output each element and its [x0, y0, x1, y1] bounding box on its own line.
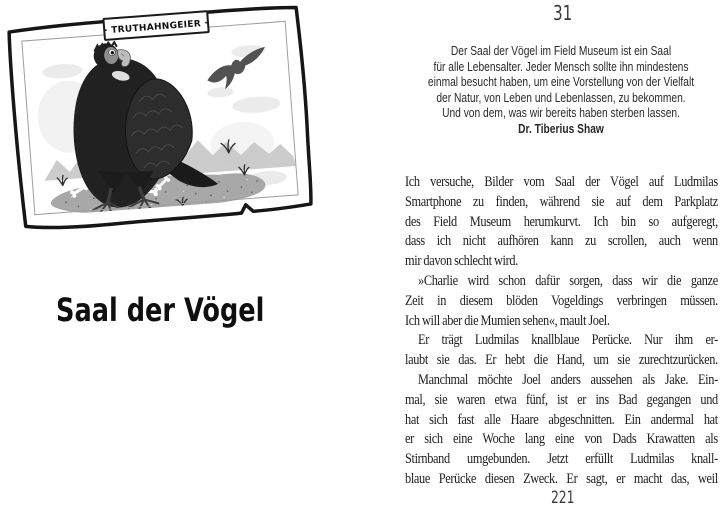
species-label-text: · TRUTHAHNGEIER · [103, 18, 209, 37]
chapter-title-text: Saal der Vögel [55, 291, 265, 330]
body-line: »Charlie wird schon dafür sorgen, dass wir die ganze [418, 272, 718, 289]
body-line: Manchmal möchte Joel anders aussehen als Jake. Ein- [418, 371, 718, 388]
chapter-title [10, 291, 310, 329]
epigraph-attribution: Dr. Tiberius Shaw [518, 120, 604, 136]
body-line: Ich will aber die Mumien sehen«, mault Joel. [405, 312, 610, 329]
body-line: Er trägt Ludmilas knallblaue Perücke. Nur ihm er- [418, 332, 718, 349]
epigraph-line: einmal besucht haben, um eine Vorstellung von der Vielfalt [427, 74, 695, 90]
vulture-illustration [0, 0, 340, 250]
epigraph [428, 43, 694, 137]
body-line: des Field Museum herumkurvt. Ich bin so aufgeregt, [405, 213, 718, 230]
epigraph-line: Und von dem, was wir bereits haben sterben lassen. [442, 105, 680, 121]
body-line: laubt sie das. Er hebt die Hand, um sie zurechtzurücken. [405, 352, 718, 369]
body-line: hat sich fast alle Haare abgeschnitten. Ein andermal hat [405, 411, 718, 428]
body-line: blaue Perücke diesen Zweck. Er sagt, er macht das, weil [405, 470, 718, 487]
body-text [405, 173, 718, 490]
body-line: Stirnband umgebunden. Jetzt erfüllt Ludmilas knall- [405, 451, 718, 468]
page-number: 221 [551, 488, 575, 507]
epigraph-line: der Natur, von Leben und Lebenlassen, zu bekommen. [436, 89, 686, 105]
epigraph-line: für alle Lebensalter. Jeder Mensch sollte ihn mindestens [433, 58, 689, 74]
body-line: mal, sie waren etwa fünf, ist er ins Bad gegangen und [405, 391, 718, 408]
body-line: Ich versuche, Bilder vom Saal der Vögel auf Ludmilas [405, 174, 718, 190]
chapter-number: 31 [553, 1, 573, 25]
body-line: Zeit in diesem blöden Vogeldings verbringen müssen. [405, 292, 718, 309]
body-line: dass ich nicht aufhören kann zu scrollen, auch wenn [405, 233, 718, 250]
body-line: Smartphone zu finden, während sie auf dem Parkplatz [405, 193, 718, 210]
body-line: er sich eine Woche lang eine von Dads Krawatten als [405, 431, 718, 448]
body-line: mir davon schlecht wird. [405, 253, 518, 270]
epigraph-line: Der Saal der Vögel im Field Museum ist ein Saal [450, 43, 672, 58]
